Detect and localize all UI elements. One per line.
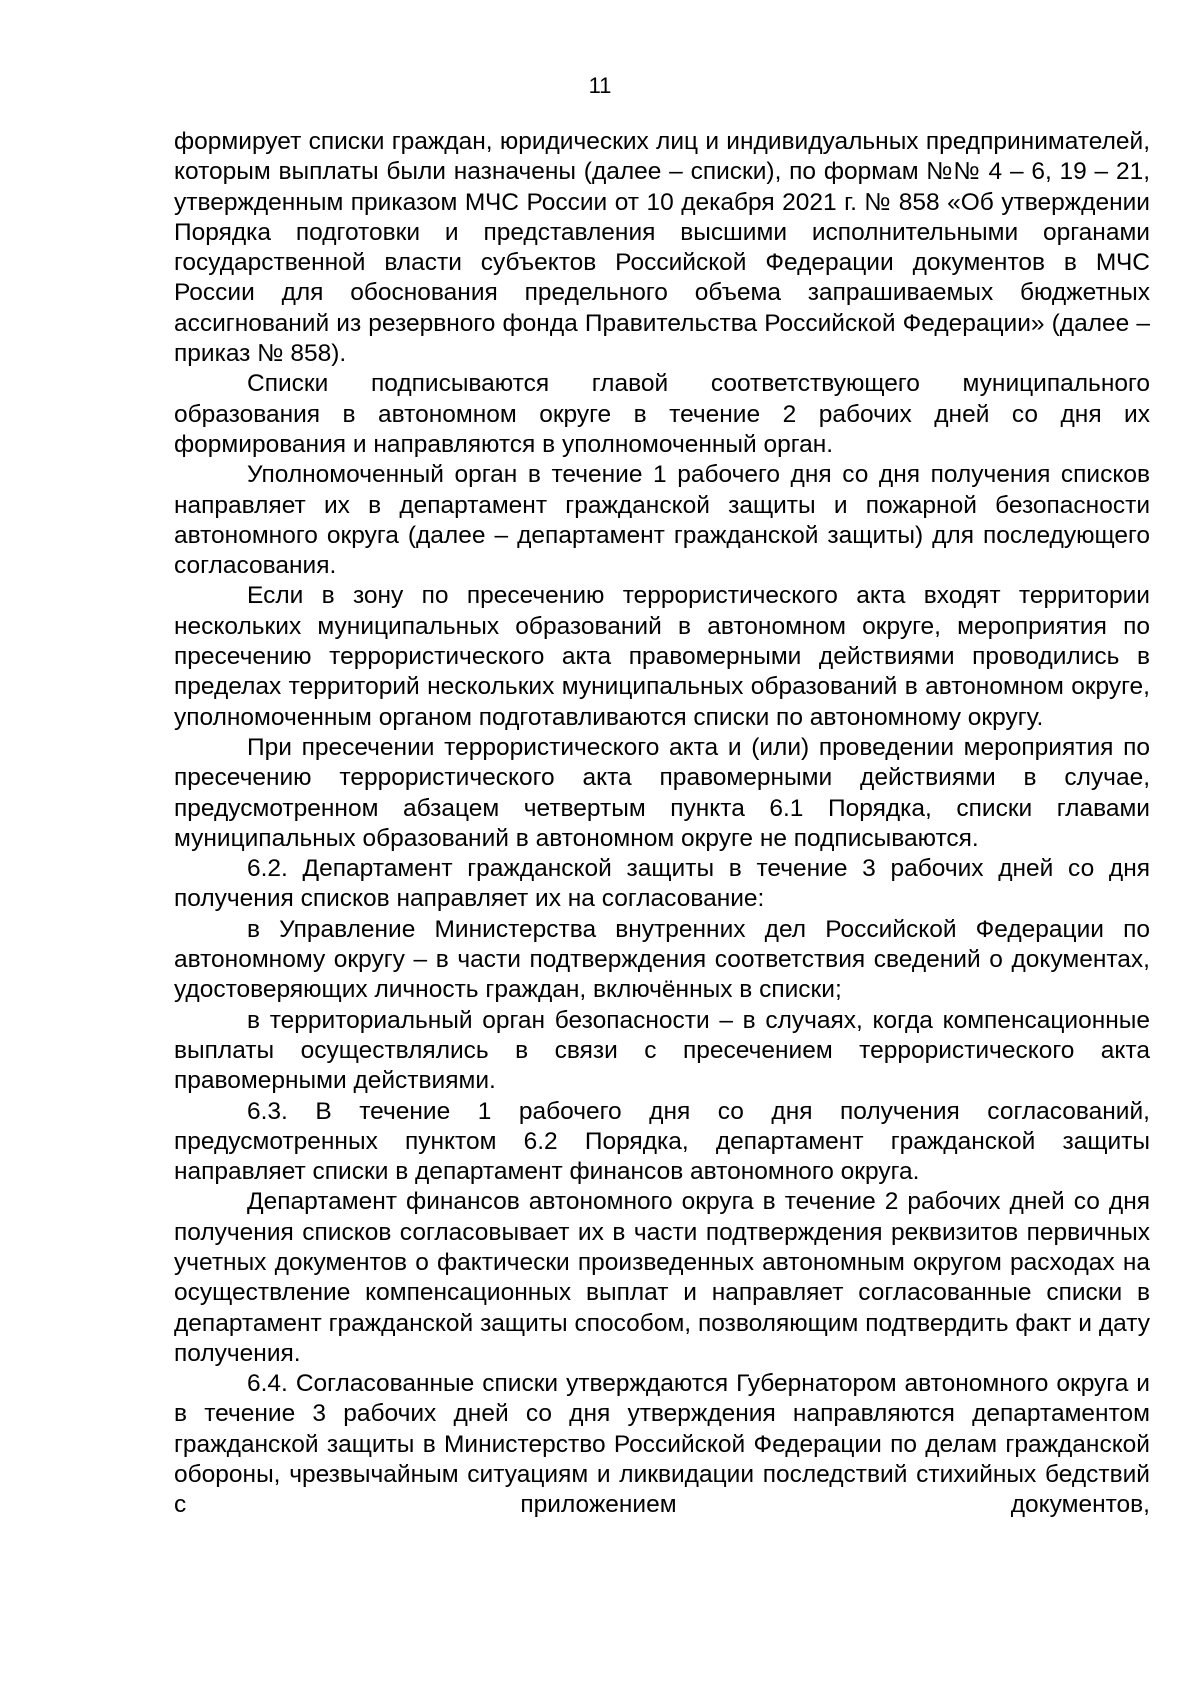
paragraph-5: При пресечении террористического акта и (или) проведении мероприятия по пресечению террористического акта правомерными действиями в случае, предусмотренном абзацем четвертым пункта 6.1 Порядка, списки главами муниципальных образований в автономном округе не подписываются. — [174, 733, 1150, 852]
page-number: 11 — [588, 73, 612, 98]
document-body — [174, 127, 1150, 1521]
paragraph-6-2: 6.2. Департамент гражданской защиты в течение 3 рабочих дней со дня получения списков направляет их на согласование: — [174, 855, 1150, 913]
paragraph-8: в территориальный орган безопасности – в случаях, когда компенсационные выплаты осуществлялись в связи с пресечением террористического акта правомерными действиями. — [174, 1006, 1150, 1095]
paragraph-3: Уполномоченный орган в течение 1 рабочего дня со дня получения списков направляет их в департамент гражданской защиты и пожарной безопасности автономного округа (далее – департамент гражданской защиты) для последующего согласования. — [174, 461, 1150, 580]
paragraph-6-3: 6.3. В течение 1 рабочего дня со дня получения согласований, предусмотренных пунктом 6.2 Порядка, департамент гражданской защиты направляет списки в департамент финансов автономного округа. — [174, 1097, 1150, 1186]
paragraph-10: Департамент финансов автономного округа в течение 2 рабочих дней со дня получения списков согласовывает их в части подтверждения реквизитов первичных учетных документов о фактически произведенных автономным округом расходах на осуществление компенсационных выплат и направляет согласованные списки в департамент гражданской защиты способом, позволяющим подтвердить факт и дату получения. — [174, 1188, 1150, 1367]
paragraph-7: в Управление Министерства внутренних дел Российской Федерации по автономному округу – в части подтверждения соответствия сведений о документах, удостоверяющих личность граждан, включённых в списки; — [174, 915, 1150, 1004]
paragraph-1: формирует списки граждан, юридических лиц и индивидуальных предпринимателей, которым выплаты были назначены (далее – списки), по формам №№ 4 – 6, 19 – 21, утвержденным приказом МЧС России от 10 декабря 2021 г. № 858 «Об утверждении Порядка подготовки и представления высшими исполнительными органами государственной власти субъектов Российской Федерации документов в МЧС России для обоснования предельного объема запрашиваемых бюджетных ассигнований из резервного фонда Правительства Российской Федерации» (далее – приказ № 858). — [174, 128, 1150, 368]
paragraph-2: Списки подписываются главой соответствующего муниципального образования в автономном округе в течение 2 рабочих дней со дня их формирования и направляются в уполномоченный орган. — [174, 370, 1150, 458]
paragraph-4: Если в зону по пресечению террористического акта входят территории нескольких муниципальных образований в автономном округе, мероприятия по пресечению террористического акта правомерными действиями проводились в пределах территорий нескольких муниципальных образований в автономном округе, уполномоченным органом подготавливаются списки по автономному округу. — [174, 582, 1150, 731]
paragraph-6-4: 6.4. Согласованные списки утверждаются Губернатором автономного округа и в течение 3 рабочих дней со дня утверждения направляются департаментом гражданской защиты в Министерство Российской Федерации по делам гражданской обороны, чрезвычайным ситуациям и ликвидации последствий стихийных бедствий с приложением документов, — [174, 1370, 1150, 1519]
